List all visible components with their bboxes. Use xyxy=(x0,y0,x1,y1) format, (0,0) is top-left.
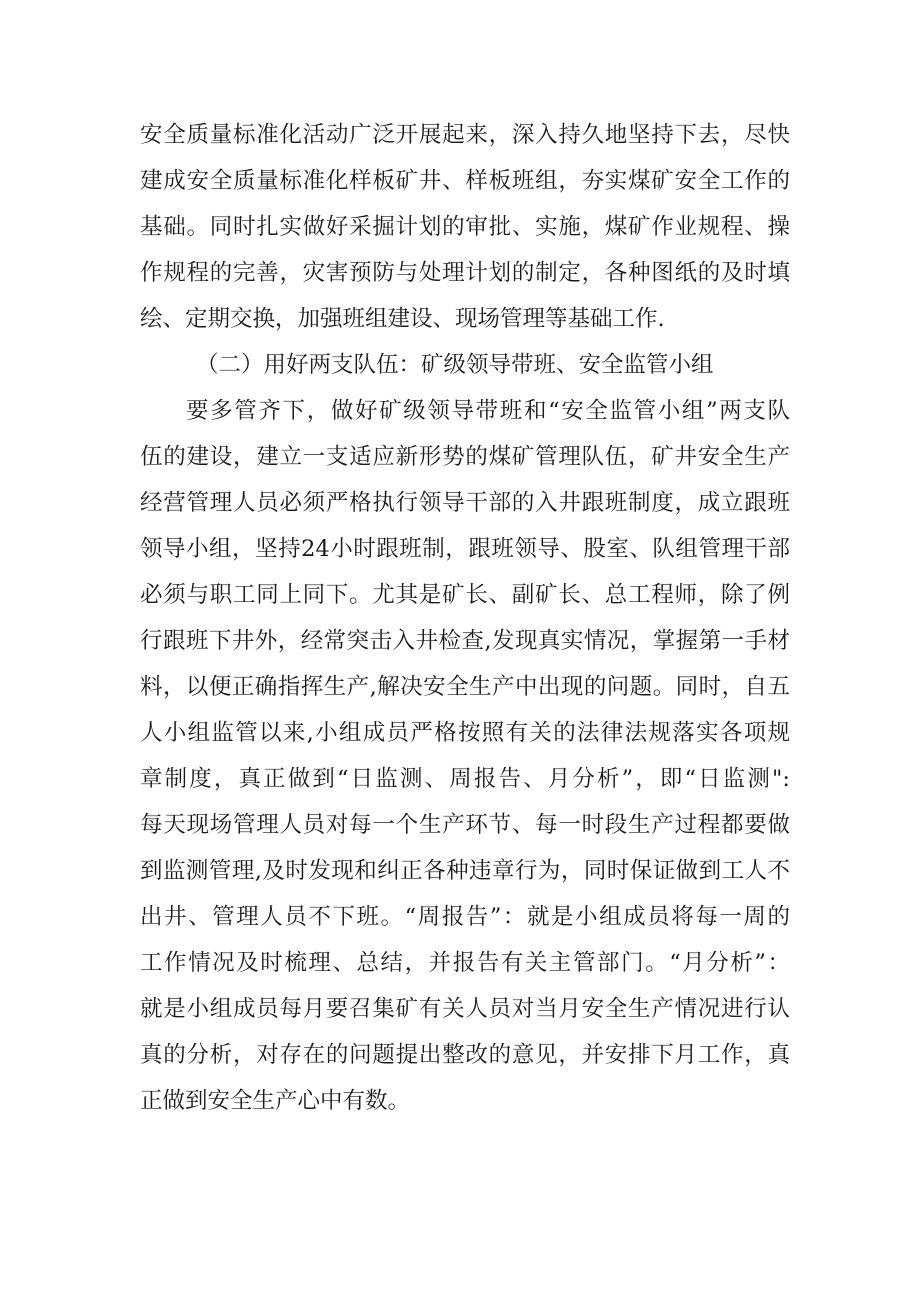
text-line: 人小组监管以来,小组成员严格按照有关的法律法规落实各项规 xyxy=(140,720,790,746)
text-line: 到监测管理,及时发现和纠正各种违章行为，同时保证做到工人不 xyxy=(140,858,790,884)
text-line: 基础。同时扎实做好采掘计划的审批、实施，煤矿作业规程、操 xyxy=(140,214,790,240)
text-line: 正做到安全生产心中有数。 xyxy=(140,1088,411,1114)
text-line: 安全质量标准化活动广泛开展起来，深入持久地坚持下去，尽快 xyxy=(140,122,790,148)
text-line: 经营管理人员必须严格执行领导干部的入井跟班制度，成立跟班 xyxy=(140,490,790,516)
text-line: 作规程的完善，灾害预防与处理计划的制定，各种图纸的及时填 xyxy=(140,260,790,286)
document-page xyxy=(140,112,790,1124)
text-line: 出井、管理人员不下班。“周报告”：就是小组成员将每一周的 xyxy=(140,904,790,930)
text-line: 真的分析，对存在的问题提出整改的意见，并安排下月工作，真 xyxy=(140,1042,790,1068)
text-line: 行跟班下井外，经常突击入井检查,发现真实情况，掌握第一手材 xyxy=(140,628,790,654)
text-line: 必须与职工同上同下。尤其是矿长、副矿长、总工程师，除了例 xyxy=(140,582,790,608)
text-line: 就是小组成员每月要召集矿有关人员对当月安全生产情况进行认 xyxy=(140,996,790,1022)
text-line: 工作情况及时梳理、总结，并报告有关主管部门。“月分析”： xyxy=(140,950,790,976)
section-heading: （二）用好两支队伍：矿级领导带班、安全监管小组 xyxy=(196,352,714,378)
paragraph-1 xyxy=(140,112,790,342)
text-line: 伍的建设，建立一支适应新形势的煤矿管理队伍，矿井安全生产 xyxy=(140,444,790,470)
text-line: 要多管齐下，做好矿级领导带班和“安全监管小组”两支队 xyxy=(186,398,790,424)
text-line: 绘、定期交换，加强班组建设、现场管理等基础工作. xyxy=(140,306,665,332)
text-line: 建成安全质量标准化样板矿井、样板班组，夯实煤矿安全工作的 xyxy=(140,168,790,194)
text-line: 章制度，真正做到“日监测、周报告、月分析”，即“日监测": xyxy=(140,766,790,792)
paragraph-2 xyxy=(140,388,790,1124)
text-line: 每天现场管理人员对每一个生产环节、每一时段生产过程都要做 xyxy=(140,812,790,838)
text-line: 领导小组，坚持24小时跟班制，跟班领导、股室、队组管理干部 xyxy=(140,536,790,562)
text-line: 料，以便正确指挥生产,解决安全生产中出现的问题。同时，自五 xyxy=(140,674,790,700)
